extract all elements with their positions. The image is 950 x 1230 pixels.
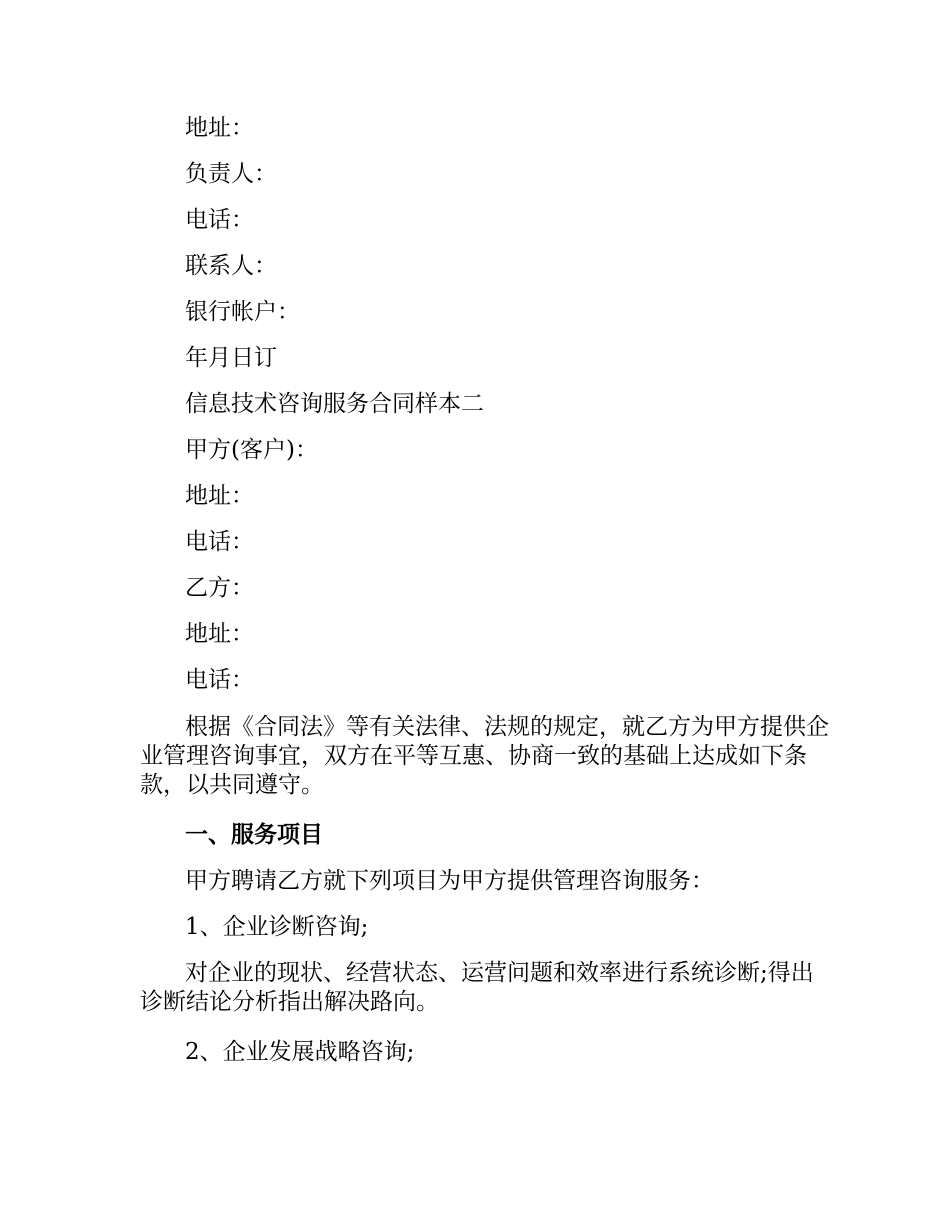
- signing-date-label: 年月日订: [185, 345, 277, 371]
- party-b-address-label: 地址：: [185, 115, 254, 141]
- section-intro: 甲方聘请乙方就下列项目为甲方提供管理咨询服务：: [185, 868, 714, 894]
- intro-paragraph: 根据《合同法》等有关法律、法规的规定，就乙方为甲方提供企业管理咨询事宜，双方在平等互惠、协商一致的基础上达成如下条款，以共同遵守。: [140, 714, 829, 798]
- party-b-phone-label-2: 电话：: [185, 667, 254, 693]
- party-b-bank-account-label: 银行帐户：: [185, 299, 300, 325]
- section-heading: 一、服务项目: [185, 822, 323, 848]
- contract-sample-title: 信息技术咨询服务合同样本二: [185, 391, 484, 417]
- item1-title: 1、企业诊断咨询;: [185, 914, 369, 940]
- party-a-address-label: 地址：: [185, 483, 254, 509]
- party-b-contact-label: 联系人：: [185, 253, 277, 279]
- party-a-phone-label: 电话：: [185, 529, 254, 555]
- item1-body: 对企业的现状、经营状态、运营问题和效率进行系统诊断;得出诊断结论分析指出解决路向。: [140, 960, 814, 1015]
- party-a-label: 甲方(客户)：: [185, 437, 318, 463]
- party-b-phone-label: 电话：: [185, 207, 254, 233]
- item2-title: 2、企业发展战略咨询;: [185, 1039, 415, 1065]
- party-b-manager-label: 负责人：: [185, 161, 277, 187]
- party-b-label: 乙方：: [185, 575, 254, 601]
- party-b-address-label-2: 地址：: [185, 621, 254, 647]
